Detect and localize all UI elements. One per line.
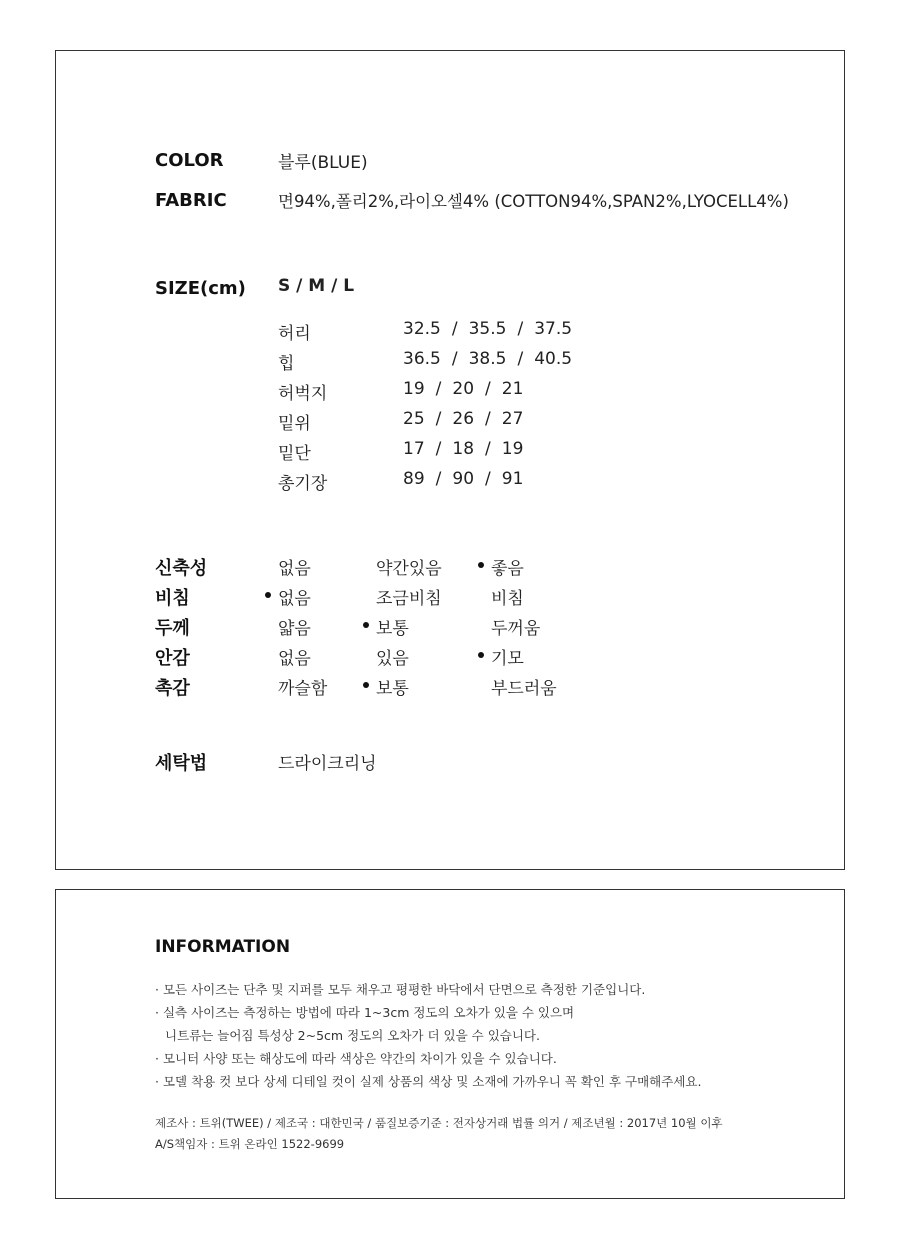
selected-bullet-icon bbox=[265, 592, 271, 598]
product-spec-panel bbox=[55, 50, 845, 870]
info-line: · 모든 사이즈는 단추 및 지퍼를 모두 채우고 평평한 바닥에서 단면으로 측정한 기준입니다. bbox=[155, 982, 646, 997]
attr-option: 까슬함 bbox=[278, 679, 328, 699]
attr-option: 없음 bbox=[278, 559, 311, 579]
info-line: · 모니터 사양 또는 해상도에 따라 색상은 약간의 차이가 있을 수 있습니다. bbox=[155, 1051, 557, 1066]
measure-values-rise: 25 / 26 / 27 bbox=[403, 409, 524, 429]
manufacturer-info: 제조사 : 트위(TWEE) / 제조국 : 대한민국 / 품질보증기준 : 전자상거래 법률 의거 / 제조년월 : 2017년 10월 이후 bbox=[155, 1116, 723, 1130]
information-panel bbox=[55, 889, 845, 1199]
attr-option: 비침 bbox=[491, 589, 524, 609]
info-line: · 실측 사이즈는 측정하는 방법에 따라 1~3cm 정도의 오차가 있을 수 있으며 bbox=[155, 1005, 575, 1020]
fabric-label: FABRIC bbox=[155, 190, 227, 211]
attr-label-stretch: 신축성 bbox=[155, 558, 208, 579]
attr-option: 없음 bbox=[278, 649, 311, 669]
color-label: COLOR bbox=[155, 150, 224, 171]
attr-label-lining: 안감 bbox=[155, 648, 190, 669]
color-value: 블루(BLUE) bbox=[278, 153, 368, 173]
size-label: SIZE(cm) bbox=[155, 278, 246, 299]
attr-option-selected: 좋음 bbox=[491, 559, 524, 579]
attr-label-thickness: 두께 bbox=[155, 618, 190, 639]
attr-option-selected: 없음 bbox=[278, 589, 311, 609]
selected-bullet-icon bbox=[478, 562, 484, 568]
measure-name-hem: 밑단 bbox=[278, 444, 311, 464]
measure-values-length: 89 / 90 / 91 bbox=[403, 469, 524, 489]
attr-option: 두꺼움 bbox=[491, 619, 541, 639]
attr-option: 조금비침 bbox=[376, 589, 442, 609]
as-contact-info: A/S책임자 : 트위 온라인 1522-9699 bbox=[155, 1137, 345, 1151]
attr-label-transparency: 비침 bbox=[155, 588, 190, 609]
attr-option: 부드러움 bbox=[491, 679, 557, 699]
washing-label: 세탁법 bbox=[155, 753, 208, 774]
measure-values-hip: 36.5 / 38.5 / 40.5 bbox=[403, 349, 573, 369]
washing-value: 드라이크리닝 bbox=[278, 754, 377, 774]
attr-option-selected: 보통 bbox=[376, 679, 409, 699]
measure-name-thigh: 허벅지 bbox=[278, 384, 328, 404]
measure-name-waist: 허리 bbox=[278, 324, 311, 344]
measure-values-waist: 32.5 / 35.5 / 37.5 bbox=[403, 319, 573, 339]
size-value: S / M / L bbox=[278, 276, 355, 296]
attr-option: 있음 bbox=[376, 649, 409, 669]
measure-values-thigh: 19 / 20 / 21 bbox=[403, 379, 524, 399]
attr-option: 얇음 bbox=[278, 619, 311, 639]
attr-label-texture: 촉감 bbox=[155, 678, 190, 699]
measure-name-rise: 밑위 bbox=[278, 414, 311, 434]
measure-name-length: 총기장 bbox=[278, 474, 328, 494]
selected-bullet-icon bbox=[363, 622, 369, 628]
selected-bullet-icon bbox=[363, 682, 369, 688]
measure-values-hem: 17 / 18 / 19 bbox=[403, 439, 524, 459]
fabric-value: 면94%,폴리2%,라이오셀4% (COTTON94%,SPAN2%,LYOCELL4%) bbox=[278, 192, 789, 211]
information-title: INFORMATION bbox=[155, 937, 291, 957]
measure-name-hip: 힙 bbox=[278, 354, 295, 374]
info-line: · 모델 착용 컷 보다 상세 디테일 컷이 실제 상품의 색상 및 소재에 가까우니 꼭 확인 후 구매해주세요. bbox=[155, 1074, 702, 1089]
attr-option: 약간있음 bbox=[376, 559, 442, 579]
selected-bullet-icon bbox=[478, 652, 484, 658]
attr-option-selected: 보통 bbox=[376, 619, 409, 639]
attr-option-selected: 기모 bbox=[491, 649, 524, 669]
info-line: 니트류는 늘어짐 특성상 2~5cm 정도의 오차가 더 있을 수 있습니다. bbox=[165, 1028, 540, 1043]
